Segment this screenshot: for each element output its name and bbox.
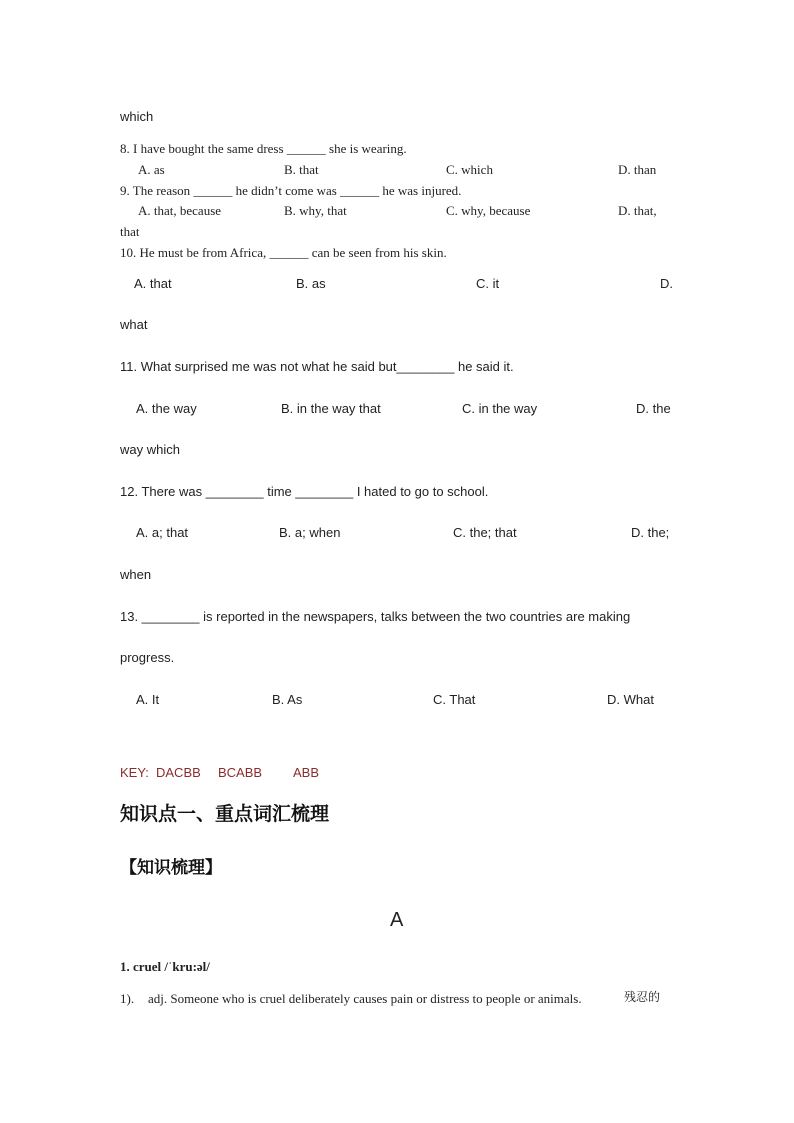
q13-option-a: A. It: [136, 692, 160, 707]
vocab-definition: adj. Someone who is cruel deliberately causes pain or distress to people or animals.: [148, 991, 582, 1006]
answer-key-group-3: ABB: [293, 765, 320, 780]
q13-option-d: D. What: [607, 692, 654, 707]
q12-option-d-tail: when: [120, 567, 152, 582]
q9-option-b: B. why, that: [284, 203, 347, 218]
q8-option-d: D. than: [618, 162, 657, 177]
q10-option-a: A. that: [134, 276, 172, 291]
q11-option-a: A. the way: [136, 401, 197, 416]
q8-option-c: C. which: [446, 162, 493, 177]
answer-key-group-2: BCABB: [218, 765, 263, 780]
q13-stem-tail: progress.: [120, 650, 175, 665]
q10-option-c: C. it: [476, 276, 500, 291]
subsection-title: 【知识梳理】: [120, 858, 222, 878]
q12-option-c: C. the; that: [453, 525, 517, 540]
q9-stem: 9. The reason ______ he didn’t come was ______ he was injured.: [120, 183, 462, 198]
letter-heading: A: [390, 909, 404, 931]
q8-option-b: B. that: [284, 162, 319, 177]
q10-option-d-tail: what: [120, 317, 148, 332]
q11-option-b: B. in the way that: [281, 401, 381, 416]
q12-option-b: B. a; when: [279, 525, 341, 540]
vocab-chinese-gloss: 残忍的: [624, 990, 661, 1004]
q10-option-b: B. as: [296, 276, 326, 291]
answer-key-label: KEY:: [120, 765, 149, 780]
answer-key-group-1: DACBB: [156, 765, 201, 780]
q11-option-d: D. the: [636, 401, 671, 416]
q9-option-d-tail: that: [120, 224, 140, 239]
q9-option-d: D. that,: [618, 203, 657, 218]
q12-option-a: A. a; that: [136, 525, 189, 540]
q13-option-c: C. That: [433, 692, 476, 707]
q13-stem: 13. ________ is reported in the newspapers, talks between the two countries are making: [120, 609, 631, 624]
q11-stem: 11. What surprised me was not what he said but________ he said it.: [120, 359, 514, 374]
q12-option-d: D. the;: [631, 525, 670, 540]
q8-option-a: A. as: [138, 162, 165, 177]
q9-option-c: C. why, because: [446, 203, 531, 218]
q9-option-a: A. that, because: [138, 203, 222, 218]
q11-option-d-tail: way which: [120, 442, 180, 457]
q13-option-b: B. As: [272, 692, 303, 707]
q12-stem: 12. There was ________ time ________ I hated to go to school.: [120, 484, 489, 499]
section-title: 知识点一、重点词汇梳理: [120, 803, 330, 825]
q10-stem: 10. He must be from Africa, ______ can be seen from his skin.: [120, 245, 447, 260]
vocab-def-number: 1).: [120, 991, 135, 1006]
q10-option-d: D.: [660, 276, 673, 291]
q11-option-c: C. in the way: [462, 401, 538, 416]
vocab-entry-title: 1. cruel /ˈkru:əl/: [120, 959, 210, 974]
q8-stem: 8. I have bought the same dress ______ she is wearing.: [120, 141, 407, 156]
q7-option-tail: which: [120, 109, 154, 124]
